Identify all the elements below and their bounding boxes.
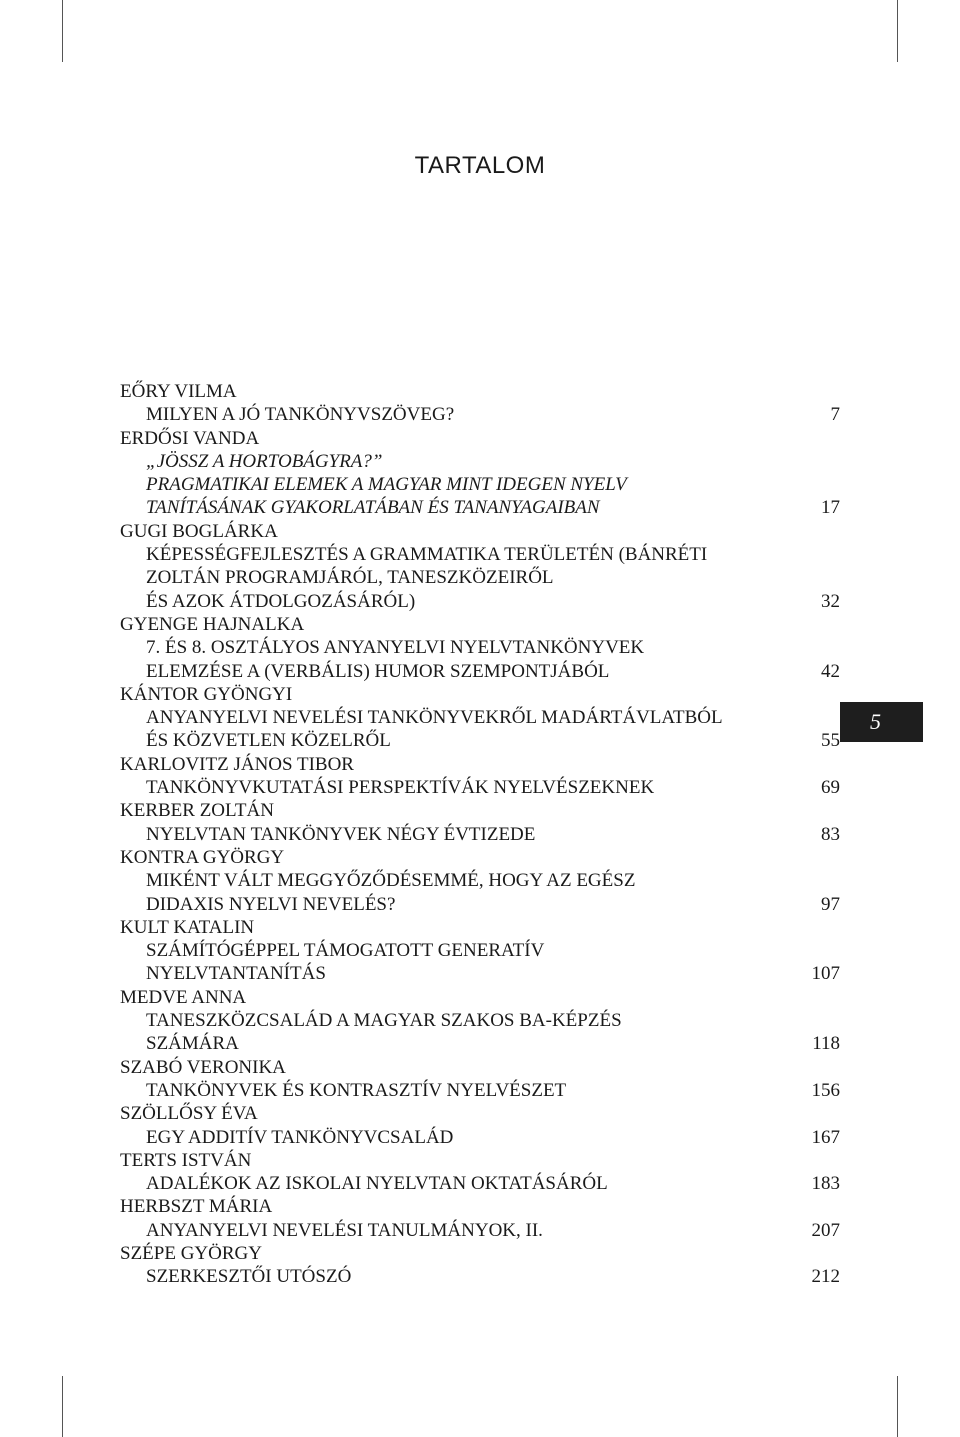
crop-mark-bottom-right bbox=[897, 1376, 898, 1437]
toc-title-line: EGY ADDITÍV TANKÖNYVCSALÁD bbox=[146, 1126, 454, 1148]
toc-title-line: NYELVTAN TANKÖNYVEK NÉGY ÉVTIZEDE bbox=[146, 823, 536, 845]
toc-author: GUGI BOGLÁRKA bbox=[120, 520, 278, 542]
toc-page-number: 118 bbox=[812, 1033, 840, 1055]
toc-author: KÁNTOR GYÖNGYI bbox=[120, 683, 293, 705]
toc-author: ERDŐSI VANDA bbox=[120, 427, 260, 449]
page-number-tab: 5 bbox=[840, 702, 923, 742]
toc-entry[interactable] bbox=[120, 1172, 840, 1195]
toc-page-number: 69 bbox=[821, 777, 840, 799]
toc-entry[interactable] bbox=[120, 1126, 840, 1149]
toc-author: EŐRY VILMA bbox=[120, 381, 237, 402]
crop-mark-top-left bbox=[62, 0, 63, 62]
toc-author: MEDVE ANNA bbox=[120, 986, 247, 1008]
toc-entry[interactable] bbox=[120, 543, 840, 613]
toc-author: HERBSZT MÁRIA bbox=[120, 1196, 273, 1218]
toc-author: SZÉPE GYÖRGY bbox=[120, 1242, 262, 1264]
toc-title-line: MILYEN A JÓ TANKÖNYVSZÖVEG? bbox=[146, 404, 455, 426]
toc-page-number: 207 bbox=[811, 1219, 840, 1241]
toc-title-line: ANYANYELVI NEVELÉSI TANULMÁNYOK, II. bbox=[146, 1219, 543, 1241]
toc-author: TERTS ISTVÁN bbox=[120, 1149, 252, 1171]
toc-page-number: 83 bbox=[821, 823, 840, 845]
toc-entry[interactable] bbox=[120, 450, 840, 520]
toc-title-line: ADALÉKOK AZ ISKOLAI NYELVTAN OKTATÁSÁRÓL bbox=[146, 1173, 608, 1195]
toc-entry[interactable] bbox=[120, 869, 840, 916]
toc-author: SZÖLLŐSY ÉVA bbox=[120, 1103, 258, 1125]
toc-entry[interactable] bbox=[120, 636, 840, 683]
toc-page-number: 55 bbox=[821, 730, 840, 752]
toc-title-line: ÉS KÖZVETLEN KÖZELRŐL bbox=[146, 730, 391, 752]
toc-page-number: 183 bbox=[811, 1173, 840, 1195]
toc-page-number: 97 bbox=[821, 893, 840, 915]
toc-title-line: TANESZKÖZCSALÁD A MAGYAR SZAKOS BA-KÉPZÉS bbox=[146, 1010, 622, 1032]
toc-title-line: TANÍTÁSÁNAK GYAKORLATÁBAN ÉS TANANYAGAIBAN bbox=[146, 497, 600, 519]
toc-title-line: KÉPESSÉGFEJLESZTÉS A GRAMMATIKA TERÜLETÉN (BÁNRÉTI bbox=[146, 544, 708, 566]
toc-title-line: ZOLTÁN PROGRAMJÁRÓL, TANESZKÖZEIRŐL bbox=[146, 567, 554, 589]
toc-entry[interactable] bbox=[120, 939, 840, 986]
toc-title-line: TANKÖNYVEK ÉS KONTRASZTÍV NYELVÉSZET bbox=[146, 1079, 567, 1101]
page-title: TARTALOM bbox=[414, 152, 546, 179]
toc-author: GYENGE HAJNALKA bbox=[120, 613, 305, 635]
toc-entry[interactable] bbox=[120, 403, 840, 426]
toc-page-number: 17 bbox=[821, 497, 840, 519]
toc-entry[interactable] bbox=[120, 776, 840, 799]
toc-title-line: SZÁMÁRA bbox=[146, 1033, 239, 1055]
table-of-contents bbox=[120, 380, 840, 1289]
crop-mark-bottom-left bbox=[62, 1376, 63, 1437]
toc-author: SZABÓ VERONIKA bbox=[120, 1056, 286, 1078]
toc-entry[interactable] bbox=[120, 1009, 840, 1056]
toc-entry[interactable] bbox=[120, 1219, 840, 1242]
toc-entry[interactable] bbox=[120, 1079, 840, 1102]
toc-title-line: DIDAXIS NYELVI NEVELÉS? bbox=[146, 893, 396, 915]
toc-title-line: ANYANYELVI NEVELÉSI TANKÖNYVEKRŐL MADÁRTÁVLATBÓL bbox=[146, 707, 723, 729]
toc-page-number: 156 bbox=[811, 1079, 840, 1101]
toc-author: KONTRA GYÖRGY bbox=[120, 846, 285, 868]
toc-title-line: TANKÖNYVKUTATÁSI PERSPEKTÍVÁK NYELVÉSZEKNEK bbox=[146, 777, 655, 799]
toc-page-number: 7 bbox=[830, 404, 840, 426]
toc-title-line: PRAGMATIKAI ELEMEK A MAGYAR MINT IDEGEN NYELV bbox=[146, 474, 627, 496]
toc-title-line: MIKÉNT VÁLT MEGGYŐZŐDÉSEMMÉ, HOGY AZ EGÉSZ bbox=[146, 870, 636, 892]
toc-entry[interactable] bbox=[120, 706, 840, 753]
toc-title-line: SZÁMÍTÓGÉPPEL TÁMOGATOTT GENERATÍV bbox=[146, 940, 545, 962]
toc-title-line: 7. ÉS 8. OSZTÁLYOS ANYANYELVI NYELVTANKÖNYVEK bbox=[146, 637, 645, 659]
toc-page-number: 212 bbox=[811, 1266, 840, 1288]
toc-page-number: 32 bbox=[821, 590, 840, 612]
toc-page-number: 167 bbox=[811, 1126, 840, 1148]
toc-title-line: „JÖSSZ A HORTOBÁGYRA?” bbox=[146, 450, 383, 472]
toc-page-number: 42 bbox=[821, 660, 840, 682]
toc-title-line: NYELVTANTANÍTÁS bbox=[146, 963, 326, 985]
toc-author: KARLOVITZ JÁNOS TIBOR bbox=[120, 753, 354, 775]
toc-author: KERBER ZOLTÁN bbox=[120, 800, 274, 822]
toc-entry[interactable] bbox=[120, 1265, 840, 1288]
toc-page-number: 107 bbox=[811, 963, 840, 985]
toc-entry[interactable] bbox=[120, 823, 840, 846]
toc-author: KULT KATALIN bbox=[120, 916, 255, 938]
toc-title-line: SZERKESZTŐI UTÓSZÓ bbox=[146, 1266, 352, 1288]
crop-mark-top-right bbox=[897, 0, 898, 62]
toc-title-line: ÉS AZOK ÁTDOLGOZÁSÁRÓL) bbox=[146, 590, 416, 612]
toc-title-line: ELEMZÉSE A (VERBÁLIS) HUMOR SZEMPONTJÁBÓL bbox=[146, 660, 610, 682]
